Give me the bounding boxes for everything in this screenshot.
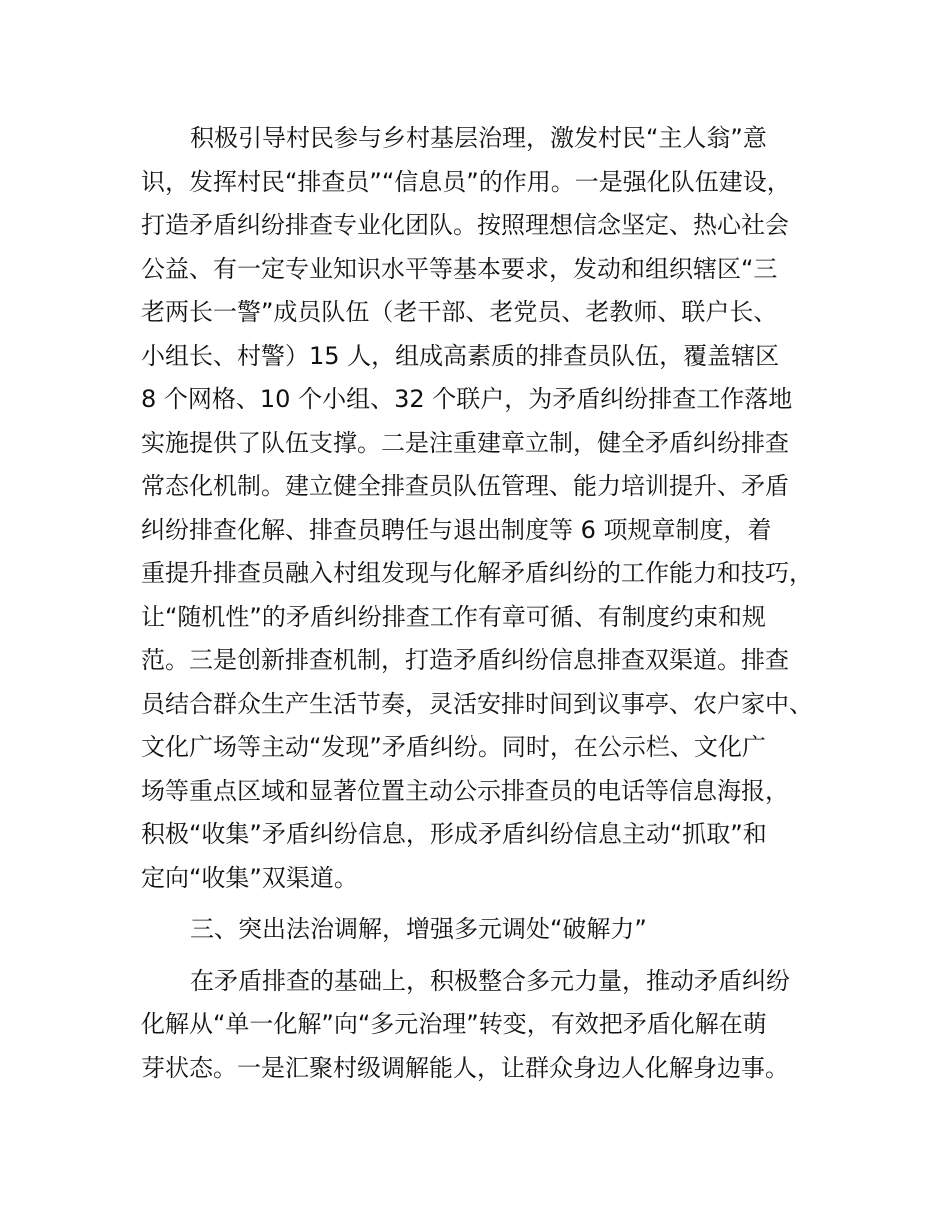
paragraph-line: 识，发挥村民“排查员”“信息员”的作用。一是强化队伍建设， [141, 167, 791, 196]
paragraph-line: 场等重点区域和显著位置主动公示排查员的电话等信息海报， [141, 776, 789, 805]
paragraph-line: 8 个网格、10 个小组、32 个联户，为矛盾纠纷排查工作落地 [141, 385, 793, 413]
paragraph-line: 重提升排查员融入村组发现与化解矛盾纠纷的工作能力和技巧， [141, 559, 813, 587]
paragraph-line: 员结合群众生产生活节奏，灵活安排时间到议事亭、农户家中、 [141, 689, 813, 718]
paragraph-line: 实施提供了队伍支撑。二是注重建章立制，健全矛盾纠纷排查 [141, 428, 789, 457]
paragraph-line: 纠纷排查化解、排查员聘任与退出制度等 6 项规章制度，着 [141, 515, 772, 544]
paragraph-line: 公益、有一定专业知识水平等基本要求，发动和组织辖区“三 [141, 254, 778, 283]
paragraph-line: 文化广场等主动“发现”矛盾纠纷。同时，在公示栏、文化广 [141, 733, 766, 761]
section-heading: 三、突出法治调解，增强多元调处“破解力” [190, 915, 647, 943]
paragraph-line: 让“随机性”的矛盾纠纷排查工作有章可循、有制度约束和规 [141, 602, 766, 631]
paragraph-line: 在矛盾排查的基础上，积极整合多元力量，推动矛盾纠纷 [190, 966, 790, 995]
paragraph-line: 积极“收集”矛盾纠纷信息，形成矛盾纠纷信息主动“抓取”和 [141, 820, 767, 848]
paragraph-line: 老两长一警”成员队伍（老干部、老党员、老教师、联户长、 [141, 298, 778, 326]
paragraph-line: 常态化机制。建立健全排查员队伍管理、能力培训提升、矛盾 [141, 472, 789, 500]
paragraph-line: 范。三是创新排查机制，打造矛盾纠纷信息排查双渠道。排查 [141, 646, 789, 674]
paragraph-line: 积极引导村民参与乡村基层治理，激发村民“主人翁”意 [190, 124, 767, 152]
paragraph-line: 化解从“单一化解”向“多元治理”转变，有效把矛盾化解在萌 [141, 1010, 767, 1038]
paragraph-line: 芽状态。一是汇聚村级调解能人，让群众身边人化解身边事。 [141, 1053, 789, 1082]
paragraph-line: 小组长、村警）15 人，组成高素质的排查员队伍，覆盖辖区 [141, 341, 780, 370]
paragraph-line: 定向“收集”双渠道。 [141, 863, 358, 892]
document-body [141, 117, 841, 1090]
paragraph-line: 打造矛盾纠纷排查专业化团队。按照理想信念坚定、热心社会 [141, 211, 789, 239]
